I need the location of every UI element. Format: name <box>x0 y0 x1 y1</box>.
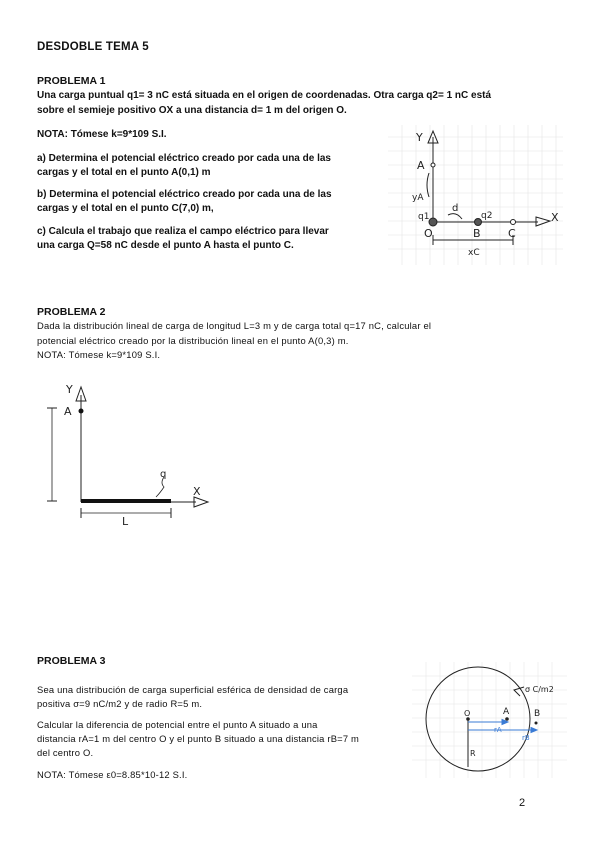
fig3-B-label: B <box>534 709 541 719</box>
yA-brace <box>427 173 429 197</box>
fig3-O-label: O <box>464 709 471 718</box>
fig1-O-label: O <box>424 227 433 240</box>
fig1-yA-label: yA <box>412 193 424 203</box>
fig1-q2-label: q2 <box>481 211 493 221</box>
fig2-q-label: q <box>160 469 167 480</box>
fig1-d-label: d <box>452 203 459 214</box>
point-C-marker <box>511 220 516 225</box>
p2-line2: potencial eléctrico creado por la distribución lineal en el punto A(0,3) m. <box>37 335 349 346</box>
fig2-y-label: Y <box>66 383 73 396</box>
problem2-heading: PROBLEMA 2 <box>37 306 106 318</box>
fig2-q-pointer <box>156 477 164 497</box>
p3-line3: Calcular la diferencia de potencial entre el punto A situado a una <box>37 719 318 730</box>
fig2-x-axis-arrow-icon <box>194 497 208 507</box>
fig1-x-label: X <box>551 211 559 224</box>
fig3-A-label: A <box>503 707 510 717</box>
fig1-C-label: C <box>508 227 516 240</box>
point-A-marker <box>505 717 509 721</box>
fig1-q1-label: q1 <box>418 212 430 222</box>
p1-question-c-line1: c) Calcula el trabajo que realiza el campo eléctrico para llevar <box>37 226 329 237</box>
x-axis-arrow-icon <box>536 217 550 226</box>
p3-line2: positiva σ=9 nC/m2 y de radio R=5 m. <box>37 698 203 709</box>
fig1-B-label: B <box>473 227 481 240</box>
p2-line1: Dada la distribución lineal de carga de longitud L=3 m y de carga total q=17 nC, calcular el <box>37 320 432 331</box>
charge-q1-marker <box>429 218 437 226</box>
p2-nota: NOTA: Tómese k=9*109 S.I. <box>37 349 161 360</box>
p1-nota: NOTA: Tómese k=9*109 S.I. <box>37 129 167 140</box>
p1-statement-line2: sobre el semieje positivo OX a una distancia d= 1 m del origen O. <box>37 105 347 116</box>
fig1-xC-label: xC <box>468 248 480 258</box>
fig3-sigma-label: σ C/m2 <box>525 685 554 694</box>
point-A-marker <box>431 163 435 167</box>
d-brace <box>448 214 462 219</box>
problem3-heading: PROBLEMA 3 <box>37 655 106 667</box>
fig1-A-label: A <box>417 159 425 172</box>
fig3-rB-label: rB <box>522 734 530 742</box>
p1-question-c-line2: una carga Q=58 nC desde el punto A hasta el punto C. <box>37 240 294 251</box>
fig2-x-label: X <box>193 485 201 498</box>
fig2-A-label: A <box>64 405 72 418</box>
page-title: DESDOBLE TEMA 5 <box>37 41 149 53</box>
fig2-L-horizontal-label: L <box>122 515 129 527</box>
charged-sphere-outline <box>426 667 530 771</box>
problem1-diagram <box>388 125 563 265</box>
p1-statement-line1: Una carga puntual q1= 3 nC está situada en el origen de coordenadas. Otra carga q2= 1 nC está <box>37 90 492 101</box>
problem3-diagram <box>412 662 567 778</box>
fig1-y-label: Y <box>416 131 423 144</box>
p3-nota: NOTA: Tómese ε0=8.85*10-12 S.I. <box>37 769 188 780</box>
p1-question-a-line1: a) Determina el potencial eléctrico creado por cada una de las <box>37 153 331 164</box>
p1-question-b-line2: cargas y el total en el punto C(7,0) m, <box>37 203 214 214</box>
problem1-heading: PROBLEMA 1 <box>37 75 106 87</box>
p1-question-b-line1: b) Determina el potencial eléctrico creado por cada una de las <box>37 189 332 200</box>
p3-line5: del centro O. <box>37 747 94 758</box>
fig2-point-A-marker <box>79 409 84 414</box>
problem2-diagram <box>36 377 216 527</box>
fig3-R-label: R <box>470 749 476 758</box>
p1-question-a-line2: cargas y el total en el punto A(0,1) m <box>37 167 211 178</box>
p3-line4: distancia rA=1 m del centro O y el punto B situado a una distancia rB=7 m <box>37 733 360 744</box>
point-B-marker <box>535 722 538 725</box>
p3-line1: Sea una distribución de carga superficial esférica de densidad de carga <box>37 684 349 695</box>
fig3-rA-label: rA <box>494 726 502 734</box>
page-number: 2 <box>519 797 526 809</box>
